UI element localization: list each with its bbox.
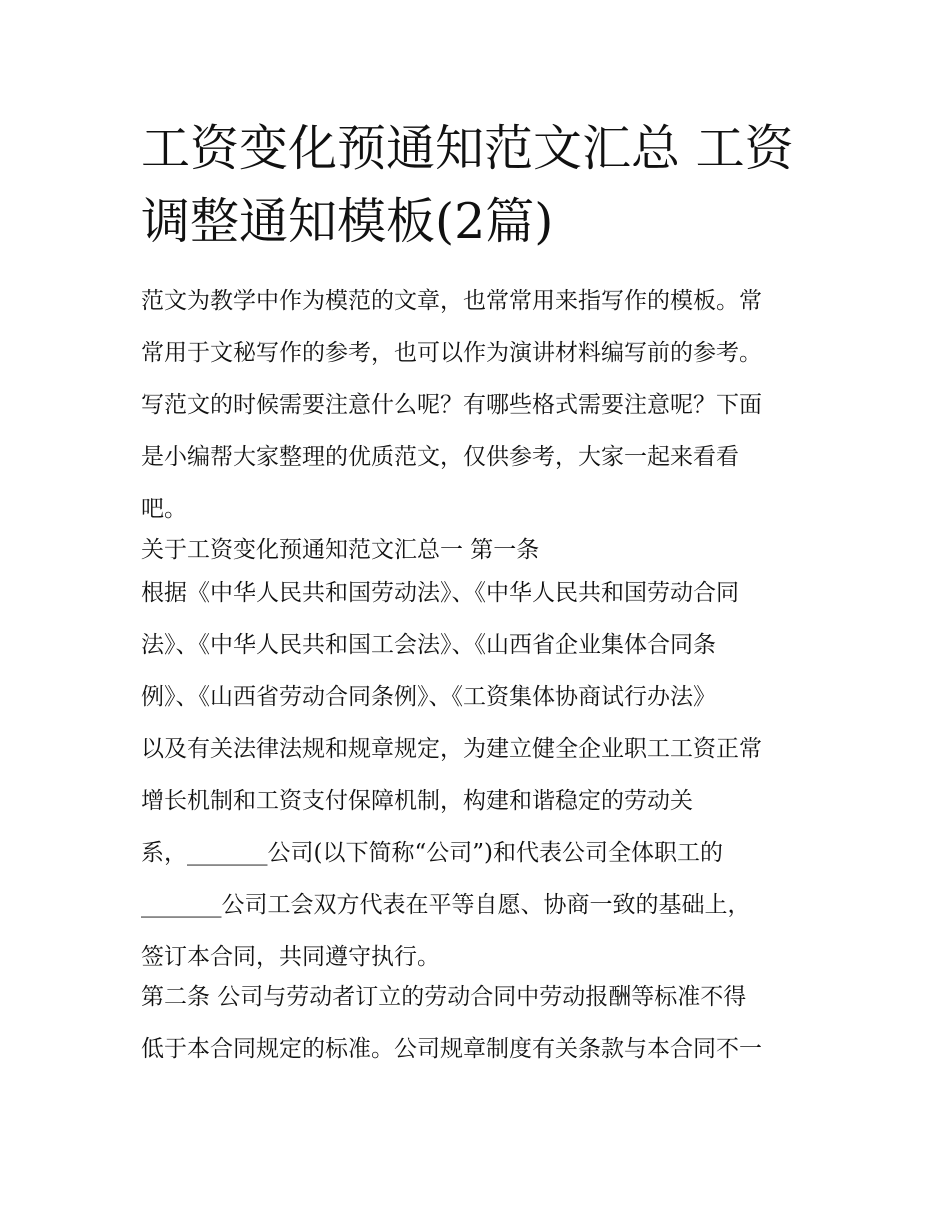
text-line: 吧。	[141, 496, 187, 522]
title-line: 调整通知模板(2篇)	[141, 193, 554, 250]
text-line: 例》、《山西省劳动合同条例》、《工资集体协商试行办法》	[141, 684, 716, 710]
text-line: 法》、《中华人民共和国工会法》、《山西省企业集体合同条	[141, 632, 716, 658]
text-line: 系，_______公司(以下简称“公司”)和代表公司全体职工的	[141, 840, 723, 866]
text-line: 范文为教学中作为模范的文章，也常常用来指写作的模板。常	[141, 288, 762, 314]
text-line: 增长机制和工资支付保障机制，构建和谐稳定的劳动关	[141, 788, 693, 814]
title-line: 工资变化预通知范文汇总 工资	[141, 120, 794, 177]
text-line: 根据《中华人民共和国劳动法》、《中华人民共和国劳动合同	[141, 580, 739, 606]
text-line: 签订本合同，共同遵守执行。	[141, 944, 440, 970]
document-title	[141, 112, 821, 258]
section-heading: 第二条 公司与劳动者订立的劳动合同中劳动报酬等标准不得	[141, 984, 747, 1010]
text-line: 常用于文秘写作的参考，也可以作为演讲材料编写前的参考。	[141, 340, 762, 366]
text-line: 写范文的时候需要注意什么呢？有哪些格式需要注意呢？下面	[141, 392, 762, 418]
text-line: 低于本合同规定的标准。公司规章制度有关条款与本合同不一	[141, 1036, 762, 1062]
document-body	[141, 279, 821, 1061]
section-heading: 关于工资变化预通知范文汇总一 第一条	[141, 537, 540, 563]
text-line: 以及有关法律法规和规章规定，为建立健全企业职工工资正常	[141, 736, 762, 762]
text-line: 是小编帮大家整理的优质范文，仅供参考，大家一起来看看	[141, 444, 739, 470]
text-line: _______公司工会双方代表在平等自愿、协商一致的基础上，	[141, 892, 751, 918]
